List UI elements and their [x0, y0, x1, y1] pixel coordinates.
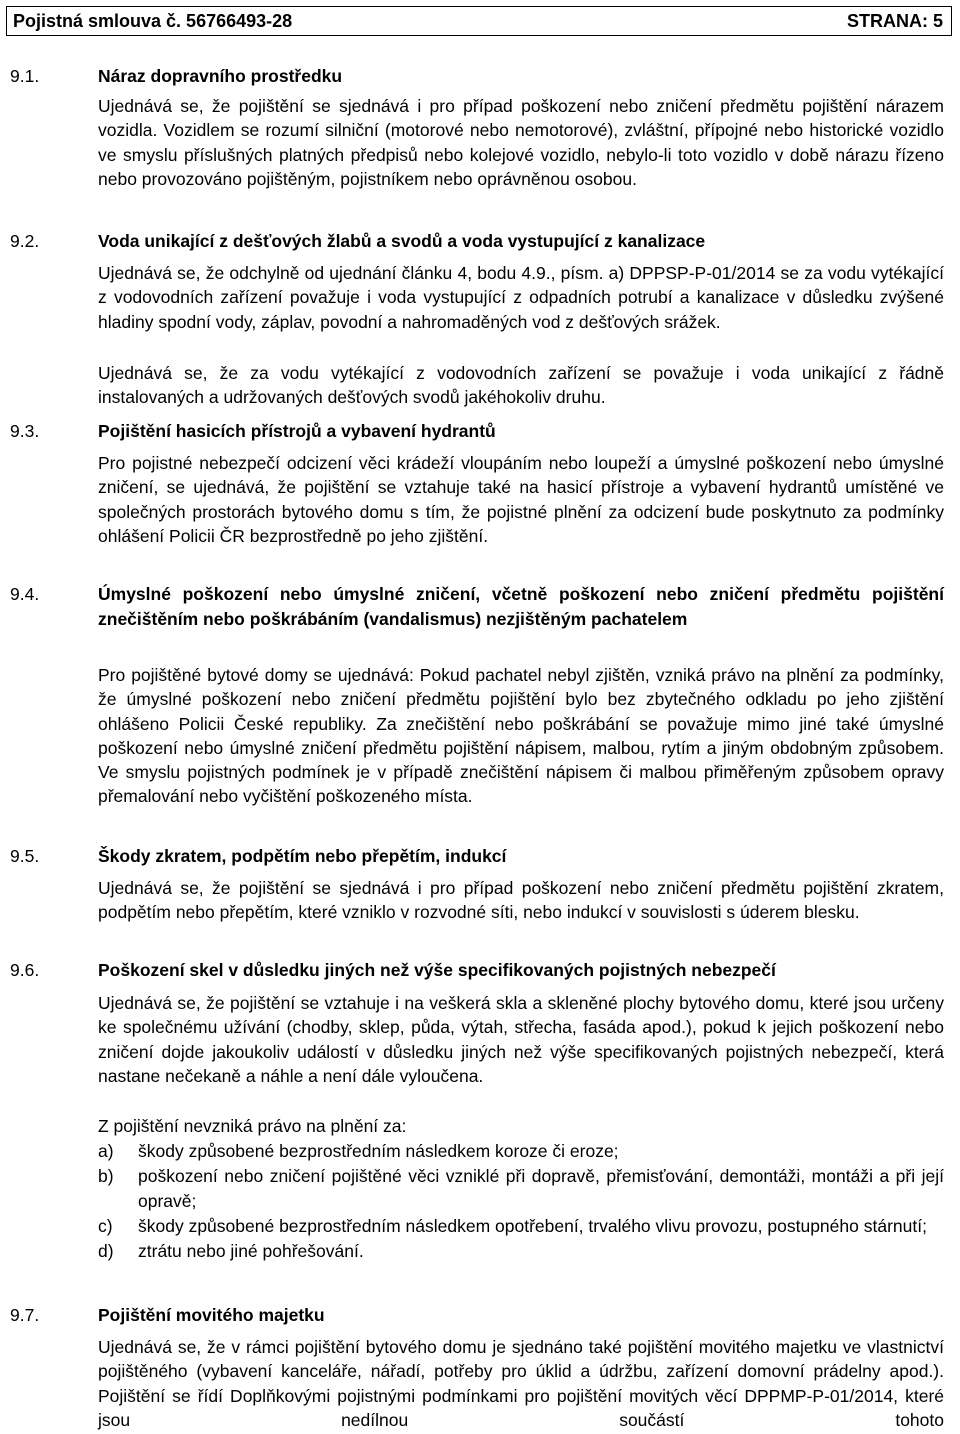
section-paragraph: Ujednává se, že pojištění se sjednává i pro případ poškození nebo zničení předmětu pojištění nárazem vozidla. Vozidlem se rozumí silniční (motorové nebo nemotorové), zvláštní, přípojné nebo historické vozidlo ve smyslu příslušných platných předpisů nebo kolejové vozidlo, nebylo-li toto vozidlo v době nárazu řízeno nebo provozováno pojištěným, pojistníkem nebo oprávněnou osobou. [98, 96, 944, 189]
section-title: Pojištění movitého majetku [98, 1305, 325, 1325]
section-number: 9.3. [10, 421, 40, 441]
page-header [6, 6, 952, 36]
section-number: 9.2. [10, 231, 40, 251]
section-paragraph: Ujednává se, že pojištění se vztahuje i na veškerá skla a skleněné plochy bytového domu, které jsou určeny ke společnému užívání (chodby, sklep, půda, výtah, střecha, fasáda apod.), pokud k jejich poškození nebo zničení dojde jakoukoliv událostí v důsledku jiných než výše specifikovaných pojistných nebezpečí, která nastane nečekaně a náhle a není dále vyloučena. [98, 993, 944, 1086]
list-marker: a) [98, 1141, 114, 1161]
section-title: Náraz dopravního prostředku [98, 66, 343, 86]
section-title: Úmyslné poškození nebo úmyslné zničení, včetně poškození nebo zničení předmětu pojištění znečištěním nebo poškrábáním (vandalismus) nezjištěným pachatelem [98, 584, 944, 629]
section-paragraph: Ujednává se, že pojištění se sjednává i pro případ poškození nebo zničení předmětu pojištění zkratem, podpětím nebo přepětím, které vzniklo v rozvodné síti, nebo indukcí v souvislosti s úderem blesku. [98, 878, 944, 923]
list-item-text: ztrátu nebo jiné pohřešování. [138, 1241, 364, 1262]
section-title: Pojištění hasicích přístrojů a vybavení hydrantů [98, 421, 496, 441]
list-item [98, 1214, 944, 1238]
page-number: STRANA: 5 [846, 10, 943, 31]
section-number: 9.1. [10, 66, 40, 86]
list-item [98, 1139, 944, 1163]
section-paragraph: Pro pojistné nebezpečí odcizení věci krádeží vloupáním nebo loupeží a úmyslné poškození nebo úmyslné zničení, se ujednává, že pojištění se vztahuje také na hasicí přístroje a vybavení hydrantů umístěné ve společných prostorách bytového domu s tím, že pojistné plnění za odcizení bude poskytnuto za podmínky ohlášení Policii ČR bezprostředně po jeho zjištění. [98, 453, 944, 546]
section-title: Voda unikající z dešťových žlabů a svodů a voda vystupující z kanalizace [98, 231, 706, 251]
section-paragraph: Ujednává se, že v rámci pojištění bytového domu je sjednáno také pojištění movitého majetku ve vlastnictví pojištěného (vybavení kanceláře, nářadí, potřeby pro úklid a údržbu, zařízení domovní prádelny apod.). Pojištění se řídí Doplňkovými pojistnými podmínkami pro pojištění movitých věcí DPPMP-P-01/2014, které jsou nedílnou součástí tohoto [98, 1337, 944, 1430]
section-paragraph: Ujednává se, že za vodu vytékající z vodovodních zařízení se považuje i voda unikající z řádně instalovaných a udržovaných dešťových svodů jakéhokoliv druhu. [98, 363, 944, 408]
list-item-text: škody způsobené bezprostředním následkem koroze či eroze; [138, 1141, 619, 1161]
exclusion-list [98, 1139, 944, 1263]
section-number: 9.6. [10, 960, 40, 980]
section-number: 9.4. [10, 584, 40, 604]
section-paragraph: Pro pojištěné bytové domy se ujednává: Pokud pachatel nebyl zjištěn, vzniká právo na plnění za podmínky, že úmyslné poškození nebo zničení předmětu pojištění bylo bez zbytečného odkladu po jeho zjištění ohlášeno Policii České republiky. Za znečištění nebo poškrábání se považuje mimo jiné také úmyslné poškození nebo úmyslné zničení předmětu pojištění nápisem, malbou, rytím a jiným obdobným způsobem. Ve smyslu pojistných podmínek je v případě znečištění nápisem či malbou přiměřeným způsobem opravy přemalování nebo vyčištění poškozeného místa. [98, 665, 944, 807]
list-item-text: škody způsobené bezprostředním následkem opotřebení, trvalého vlivu provozu, postupného stárnutí; [138, 1215, 927, 1236]
section-number: 9.7. [10, 1305, 40, 1325]
section-paragraph: Ujednává se, že odchylně od ujednání článku 4, bodu 4.9., písm. a) DPPSP-P-01/2014 se za vodu vytékající z vodovodních zařízení považuje i voda vystupující z odpadních potrubí a kanalizace v důsledku zvýšené hladiny spodní vody, záplav, povodní a nahromaděných vod z dešťových srážek. [98, 263, 944, 332]
section-paragraph: Z pojištění nevzniká právo na plnění za: [98, 1116, 407, 1136]
section-title: Poškození skel v důsledku jiných než výše specifikovaných pojistných nebezpečí [98, 960, 776, 980]
section-title: Škody zkratem, podpětím nebo přepětím, indukcí [98, 846, 507, 866]
list-item-text: poškození nebo zničení pojištěné věci vzniklé při dopravě, přemisťování, demontáži, montáži a při její opravě; [138, 1166, 944, 1211]
list-marker: b) [98, 1166, 114, 1187]
list-item [98, 1239, 944, 1263]
list-item [98, 1164, 944, 1213]
contract-number: Pojistná smlouva č. 56766493-28 [13, 10, 293, 31]
section-number: 9.5. [10, 846, 40, 866]
list-marker: d) [98, 1241, 114, 1262]
list-marker: c) [98, 1215, 113, 1236]
